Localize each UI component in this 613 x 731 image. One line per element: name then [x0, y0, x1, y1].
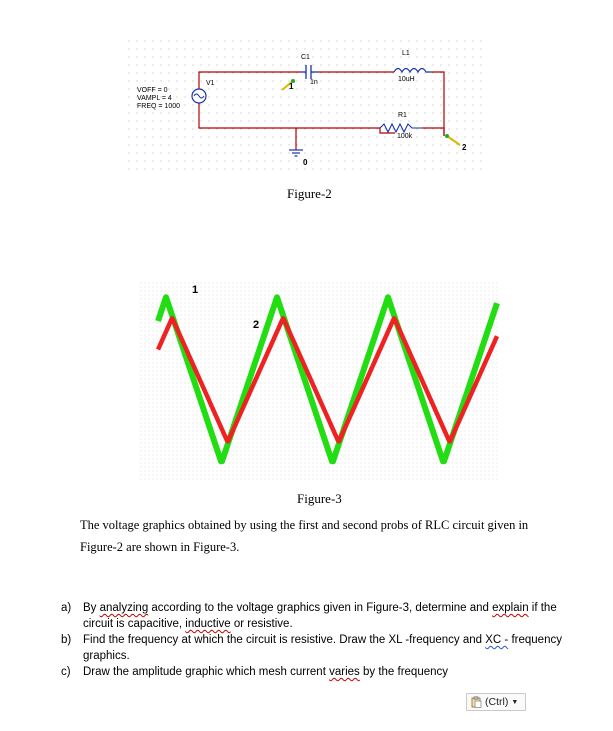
question-c: c) Draw the amplitude graphic which mesh current varies by the frequency	[61, 666, 449, 678]
spell-flag-varies[interactable]: varies	[329, 666, 360, 678]
description-paragraph	[80, 514, 590, 558]
spell-flag-analyzing[interactable]: analyzing	[99, 602, 149, 614]
question-b-cont: graphics.	[83, 650, 130, 662]
paste-options-button[interactable]	[466, 693, 526, 711]
capacitor-value: 1n	[310, 79, 318, 86]
resistor-name: R1	[398, 112, 407, 119]
question-a-label: a)	[61, 602, 72, 614]
chevron-down-icon: ▼	[511, 698, 519, 706]
source-param-vampl: VAMPL = 4	[137, 95, 172, 102]
paragraph-line-2: Figure-2 are shown in Figure-3.	[80, 540, 240, 554]
question-a: a) By analyzing according to the voltage graphics given in Figure-3, determine and explain if the	[61, 602, 557, 614]
paragraph-line-1: The voltage graphics obtained by using the first and second probs of RLC circuit given in	[80, 518, 529, 532]
question-b-label: b)	[61, 634, 72, 646]
capacitor-name: C1	[301, 54, 310, 61]
question-a-cont: circuit is capacitive, inductive or resistive.	[83, 618, 293, 630]
source-param-voff: VOFF = 0	[137, 87, 168, 94]
figure3-caption: Figure-3	[297, 491, 342, 506]
source-params	[137, 87, 180, 111]
paste-options-label: (Ctrl)	[485, 696, 509, 708]
probe1-node-label: 1	[289, 82, 294, 91]
source-name: V1	[206, 80, 215, 87]
ground-node-label: 0	[303, 158, 308, 167]
inductor-value: 10uH	[398, 76, 415, 83]
probe1-curve-label: 1	[192, 284, 199, 296]
clipboard-icon	[471, 696, 482, 708]
spell-flag-inductive[interactable]: inductive	[185, 618, 231, 630]
question-c-label: c)	[61, 666, 71, 678]
spell-flag-explain[interactable]: explain	[492, 602, 529, 614]
source-param-freq: FREQ = 1000	[137, 103, 180, 110]
circuit-figure	[0, 0, 613, 180]
spell-flag-xc[interactable]: XC -	[485, 634, 509, 646]
question-list	[61, 600, 601, 680]
voltage-source-symbol	[192, 89, 206, 103]
figure2-caption: Figure-2	[287, 186, 332, 201]
inductor-name: L1	[402, 50, 410, 57]
resistor-value: 100k	[397, 133, 413, 140]
probe2-node-label: 2	[462, 143, 467, 152]
question-b: b) Find the frequency at which the circuit is resistive. Draw the XL -frequency and XC - frequency	[61, 634, 562, 646]
waveform-chart	[0, 270, 613, 490]
probe2-curve-label: 2	[253, 319, 260, 331]
